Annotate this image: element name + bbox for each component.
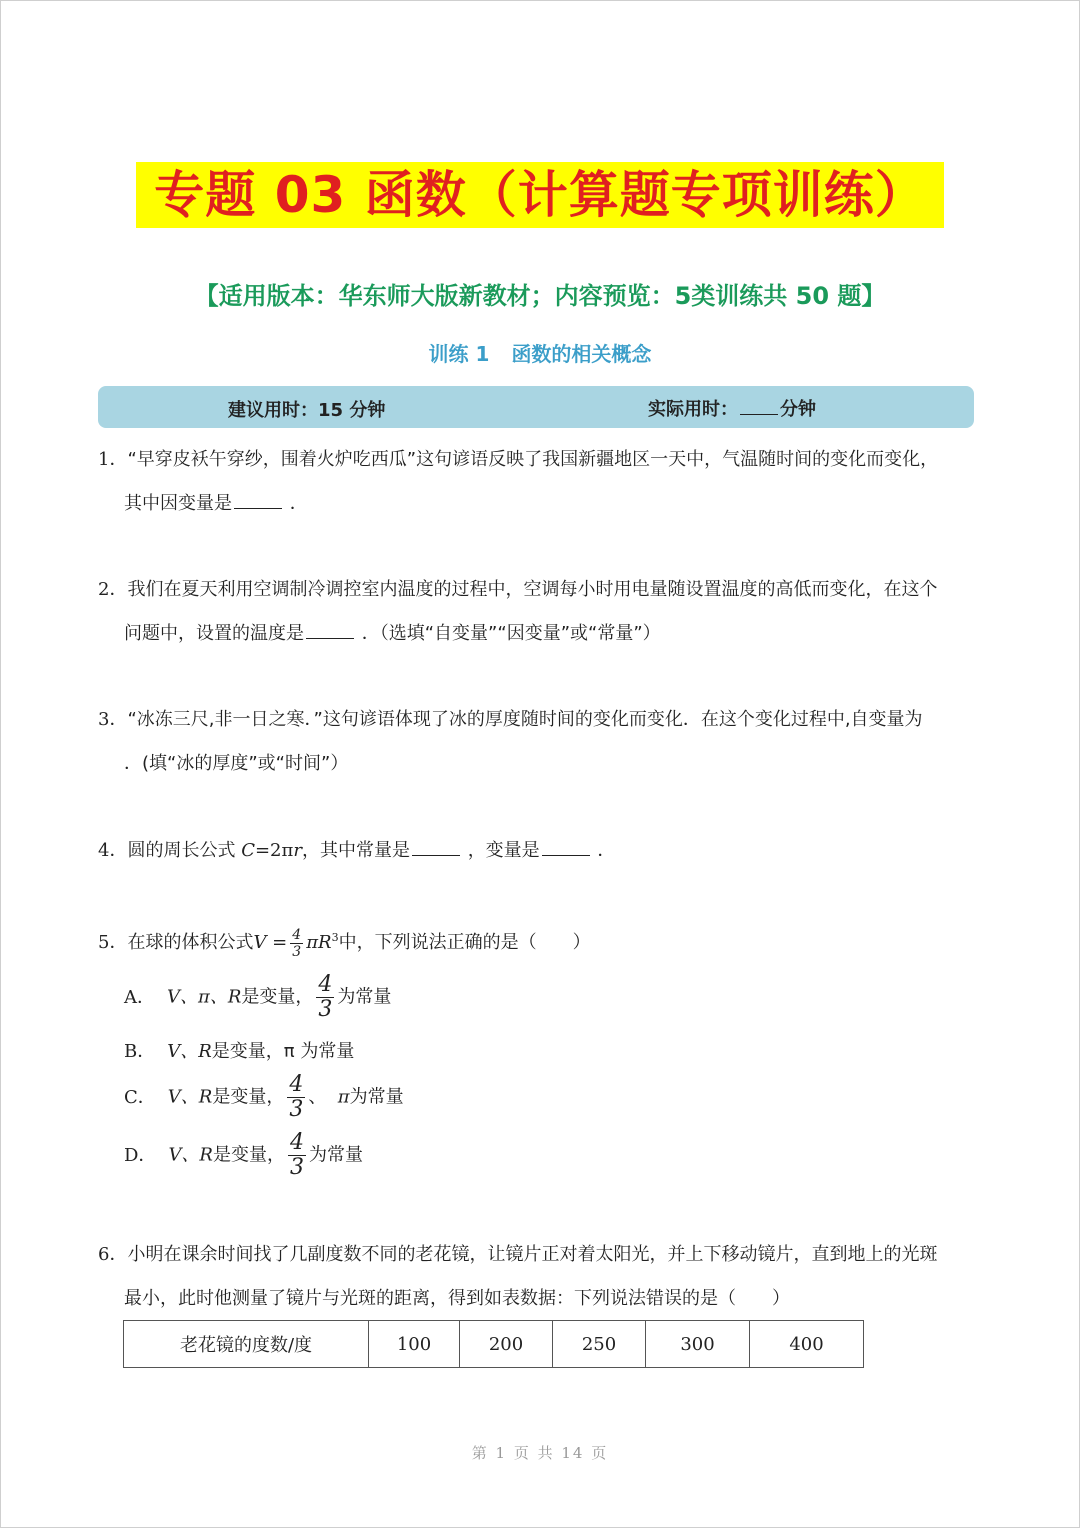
table-header-cell: 老花镜的度数/度 <box>124 1321 369 1368</box>
table-cell: 100 <box>369 1321 460 1368</box>
question-2-end: ．（选填“自变量”“因变量”或“常量”） <box>361 623 661 644</box>
question-1-text: “早穿皮袄午穿纱，围着火炉吃西瓜”这句谚语反映了我国新疆地区一天中，气温随时间的变化而变化， <box>127 449 939 470</box>
question-4 <box>98 839 615 863</box>
question-5-number: 5． <box>98 932 128 953</box>
formula-2pi: =2π <box>254 840 294 861</box>
option-d-mid: 是变量， <box>213 1144 285 1166</box>
option-b-mid: 是变量，π 为常量 <box>211 1041 355 1062</box>
option-c-mid: 是变量， <box>212 1086 285 1108</box>
question-4-text-c: ，变量是 <box>467 840 540 861</box>
option-d-fraction <box>288 1132 306 1179</box>
formula-r: R <box>318 932 332 953</box>
section-heading <box>0 338 1080 367</box>
formula-pi: π <box>306 932 319 953</box>
option-a-mid: 是变量， <box>241 986 314 1008</box>
formula-c: C <box>241 840 255 861</box>
question-3-line-2: ．(填“冰的厚度”或“时间”） <box>124 753 349 774</box>
option-b[interactable] <box>124 1040 354 1064</box>
question-4-text-b: ，其中常量是 <box>301 840 410 861</box>
time-bar <box>98 386 974 428</box>
question-5-text-b: 中，下列说法正确的是（ ） <box>338 932 591 953</box>
question-4-number: 4． <box>98 840 128 861</box>
section-number: 训练 1 <box>428 342 490 366</box>
formula-exponent: 3 <box>331 931 339 944</box>
question-4-text-a: 圆的周长公式 <box>127 840 242 861</box>
actual-time-prefix: 实际用时： <box>648 399 738 420</box>
option-c-fraction <box>287 1074 305 1121</box>
document-subtitle: 【适用版本：华东师大版新教材；内容预览：5类训练共 50 题】 <box>194 282 886 310</box>
option-c-vars: V、R <box>167 1086 213 1108</box>
question-3-text: “冰冻三尺,非一日之寒．”这句谚语体现了冰的厚度随时间的变化而变化．在这个变化过程中,自变量为 <box>127 709 923 730</box>
question-1-number: 1． <box>98 449 128 470</box>
option-a[interactable] <box>124 974 391 1021</box>
question-1-text-2: 其中因变量是 <box>124 493 232 514</box>
title-wrap <box>0 162 1080 228</box>
fraction-bottom: 3 <box>292 943 302 960</box>
fraction-top: 4 <box>318 972 333 997</box>
formula-v: V <box>253 932 267 953</box>
option-c[interactable] <box>124 1074 404 1121</box>
question-2-text-2: 问题中，设置的温度是 <box>124 623 304 644</box>
page-footer: 第 1 页 共 14 页 <box>471 1444 609 1462</box>
question-6-line-2: 最小，此时他测量了镜片与光斑的距离，得到如表数据：下列说法错误的是（ ） <box>124 1288 790 1309</box>
table-cell: 250 <box>553 1321 646 1368</box>
option-c-pi: π <box>337 1086 350 1108</box>
fraction-bottom: 3 <box>318 997 333 1022</box>
question-3-line-1 <box>98 708 923 732</box>
fraction-top: 4 <box>292 926 302 943</box>
question-2-number: 2． <box>98 579 128 600</box>
fraction-top: 4 <box>289 1072 304 1097</box>
table-cell: 400 <box>750 1321 864 1368</box>
section-name: 函数的相关概念 <box>511 342 652 366</box>
question-1-line-1 <box>98 448 938 472</box>
option-a-label: A． <box>124 986 155 1008</box>
question-1-line-2 <box>124 492 308 516</box>
option-c-label: C． <box>124 1086 156 1108</box>
option-a-vars: V、π、R <box>167 986 242 1008</box>
actual-time <box>648 395 816 421</box>
actual-time-suffix: 分钟 <box>780 399 816 420</box>
fraction-bottom: 3 <box>289 1097 304 1122</box>
fraction-bottom: 3 <box>290 1155 304 1180</box>
question-5-text-a: 在球的体积公式 <box>127 932 254 953</box>
option-d-vars: V、R <box>168 1144 213 1166</box>
question-2-blank[interactable] <box>306 622 354 639</box>
question-2-text: 我们在夏天利用空调制冷调控室内温度的过程中，空调每小时用电量随设置温度的高低而变化，在这个 <box>127 579 938 600</box>
option-d-label: D． <box>124 1144 157 1166</box>
data-table <box>123 1320 864 1368</box>
question-5 <box>98 926 591 959</box>
question-4-end: ． <box>597 840 616 861</box>
question-6-line-1 <box>98 1243 937 1267</box>
formula-r: r <box>293 840 302 861</box>
option-b-vars: V、R <box>167 1041 212 1062</box>
formula-fraction <box>290 928 303 959</box>
option-c-tail: 为常量 <box>349 1086 404 1108</box>
option-c-sep: 、 <box>308 1086 327 1108</box>
formula-eq: = <box>266 932 288 953</box>
question-4-blank-1[interactable] <box>412 839 460 856</box>
question-4-blank-2[interactable] <box>542 839 590 856</box>
question-6-text: 小明在课余时间找了几副度数不同的老花镜，让镜片正对着太阳光，并上下移动镜片，直到地上的光斑 <box>127 1244 938 1265</box>
question-3-number: 3． <box>98 709 128 730</box>
question-1-end: ． <box>289 493 308 514</box>
option-b-label: B． <box>124 1041 156 1062</box>
question-2-line-2 <box>124 622 661 646</box>
option-a-tail: 为常量 <box>337 986 392 1008</box>
table-cell: 200 <box>460 1321 553 1368</box>
question-6-number: 6． <box>98 1244 128 1265</box>
option-d[interactable] <box>124 1132 363 1179</box>
question-2-line-1 <box>98 578 937 602</box>
question-1-blank[interactable] <box>234 492 282 509</box>
table-row <box>124 1321 864 1368</box>
actual-time-blank[interactable] <box>740 398 778 415</box>
fraction-top: 4 <box>290 1130 304 1155</box>
option-d-tail: 为常量 <box>309 1144 363 1166</box>
document-title: 专题 03 函数（计算题专项训练） <box>136 162 943 228</box>
table-cell: 300 <box>646 1321 750 1368</box>
suggested-time: 建议用时：15 分钟 <box>228 400 386 421</box>
option-a-fraction <box>316 974 334 1021</box>
